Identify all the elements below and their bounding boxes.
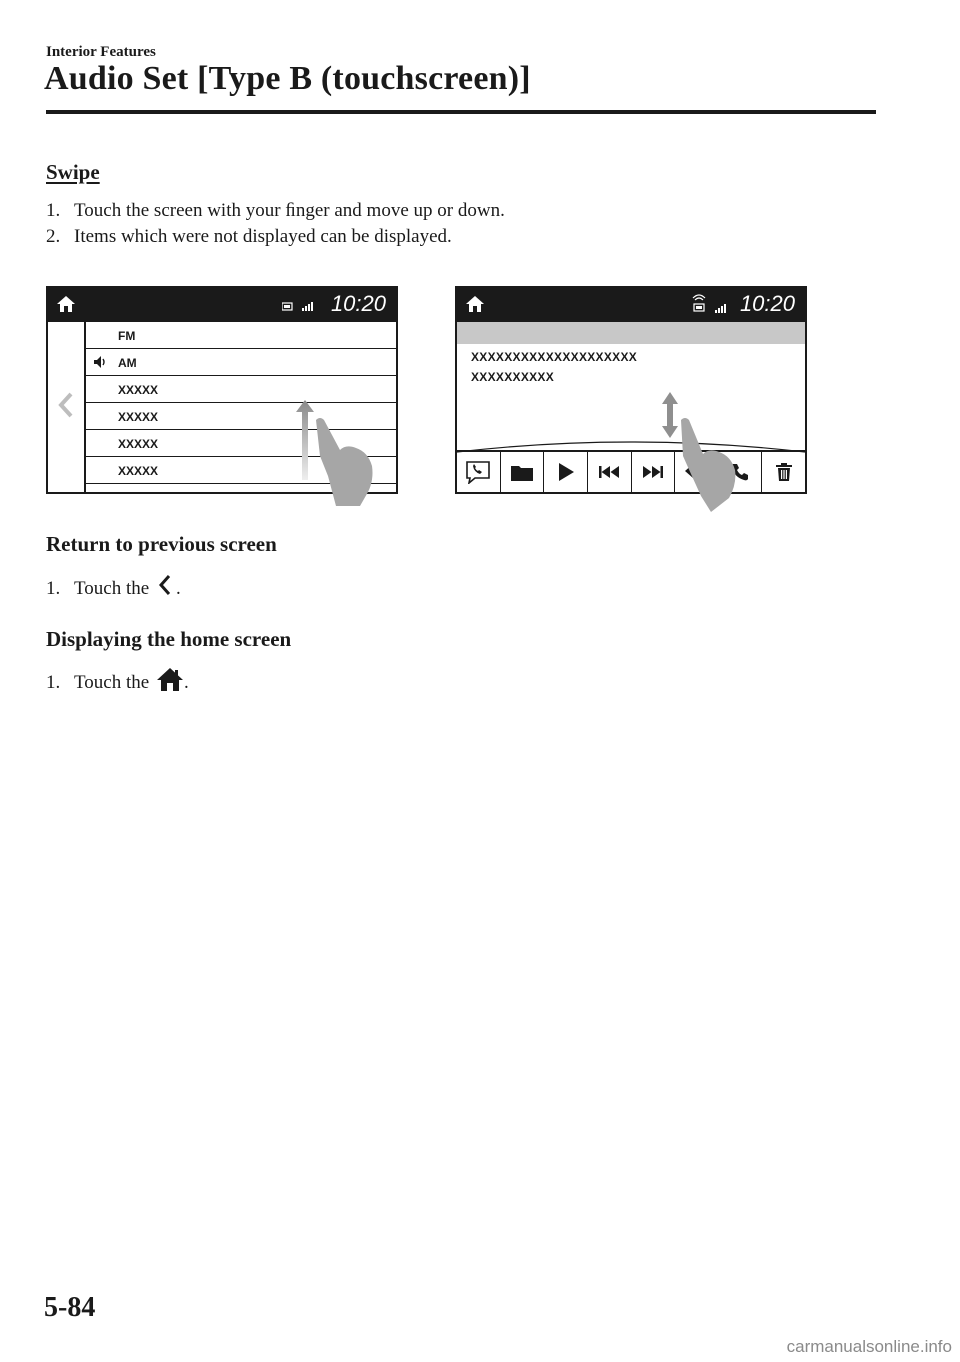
list-item[interactable]: XXXXX [84, 403, 396, 430]
list-item[interactable]: XXXXX [84, 376, 396, 403]
watermark: carmanualsonline.info [786, 1337, 952, 1356]
home-step-1 [46, 666, 189, 694]
swipe-step-2 [46, 226, 452, 248]
tool-delete[interactable] [762, 452, 805, 492]
back-chevron-icon [156, 572, 176, 598]
step-text: Touch the [74, 578, 150, 599]
tool-folder[interactable] [501, 452, 545, 492]
hand-pointer-icon [671, 416, 743, 512]
page-title: Audio Set [Type B (touchscreen)] [44, 60, 531, 97]
message-line: XXXXXXXXXX [471, 370, 555, 384]
message-screen-illustration [455, 286, 807, 494]
step-number: 1. [46, 672, 61, 693]
swipe-heading: Swipe [46, 160, 100, 184]
header-strip [457, 322, 805, 344]
step-text: Items which were not displayed can be displayed. [74, 226, 452, 247]
step-text-end: . [175, 578, 181, 599]
step-number: 1. [46, 200, 61, 221]
tool-play[interactable] [544, 452, 588, 492]
home-icon[interactable] [56, 294, 76, 314]
tool-phone-reply[interactable] [457, 452, 501, 492]
list-item[interactable]: XXXXX [84, 457, 396, 484]
list-item[interactable]: XXXXX [84, 430, 396, 457]
next-track-icon [643, 466, 663, 478]
swipe-step-1 [46, 200, 505, 222]
folder-icon [511, 463, 533, 481]
play-icon [558, 463, 574, 481]
list-item[interactable]: AM [84, 349, 396, 376]
step-text-end: . [183, 672, 189, 693]
home-icon[interactable] [465, 294, 485, 314]
status-bar [457, 288, 805, 322]
tool-next[interactable] [632, 452, 676, 492]
bluetooth-signal-icon [691, 290, 733, 318]
section-label: Interior Features [46, 44, 156, 60]
list-side-panel [48, 322, 86, 492]
hand-pointer-icon [310, 416, 376, 508]
clock: 10:20 [330, 291, 386, 316]
return-step-1 [46, 572, 181, 600]
list-item[interactable]: FM [84, 322, 396, 349]
status-bar [48, 288, 396, 322]
home-heading: Displaying the home screen [46, 627, 292, 651]
phone-reply-icon [465, 460, 491, 484]
signal-status-icon [282, 300, 318, 312]
trash-icon [776, 463, 792, 481]
curve-separator [457, 414, 805, 454]
step-text: Touch the [74, 672, 150, 693]
previous-track-icon [599, 466, 619, 478]
tool-previous[interactable] [588, 452, 632, 492]
step-number: 1. [46, 578, 61, 599]
message-toolbar [457, 450, 805, 492]
title-divider [46, 110, 876, 114]
speaker-icon [94, 356, 108, 368]
clock: 10:20 [739, 291, 795, 316]
return-heading: Return to previous screen [46, 532, 277, 556]
step-number: 2. [46, 226, 61, 247]
list-screen-illustration [46, 286, 398, 494]
home-icon [156, 666, 184, 692]
back-chevron-icon[interactable] [58, 392, 74, 418]
page-number: 5-84 [44, 1292, 96, 1323]
step-text: Touch the screen with your ﬁnger and move up or down. [74, 200, 505, 221]
message-line: XXXXXXXXXXXXXXXXXXXX [471, 350, 638, 364]
